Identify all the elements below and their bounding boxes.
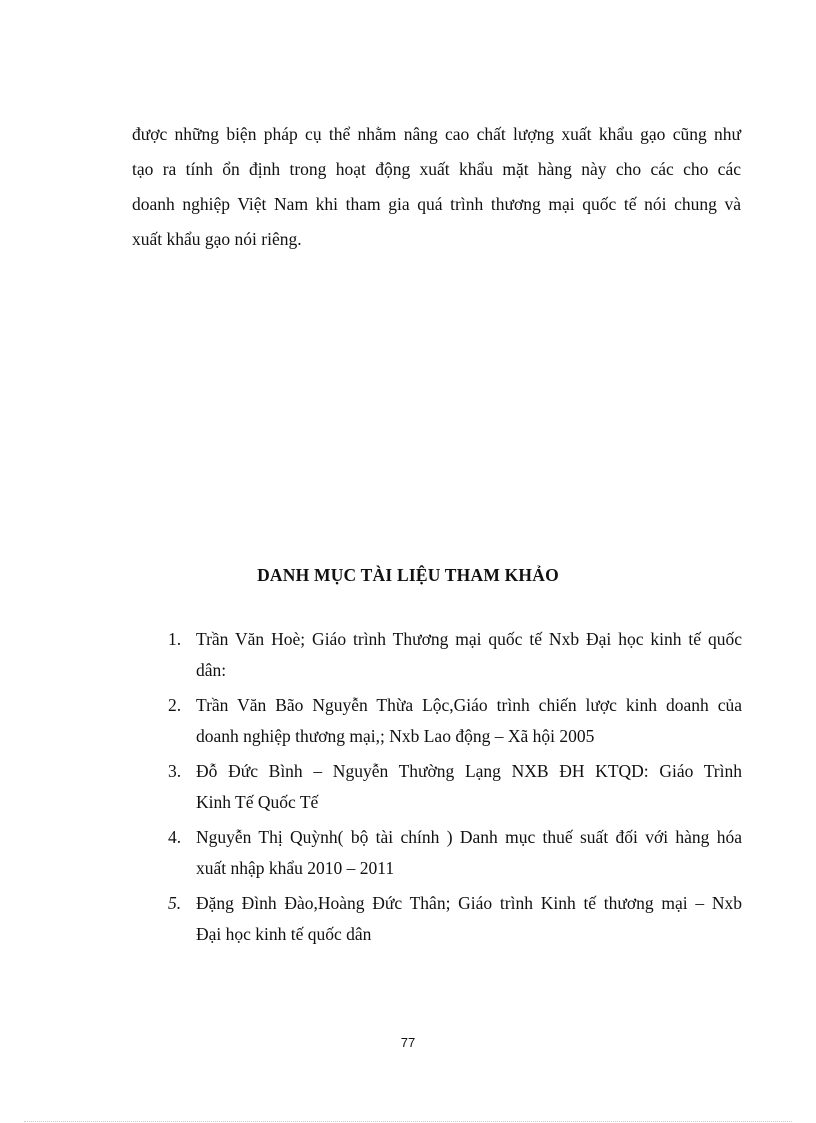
reference-line: Nguyễn Thị Quỳnh( bộ tài chính ) Danh mục thuế suất đối với hàng hóa xyxy=(196,827,742,847)
reference-number: 4. xyxy=(168,827,182,847)
paragraph-line: được những biện pháp cụ thể nhằm nâng cao chất lượng xuất khẩu gạo cũng như xyxy=(132,124,741,144)
paragraph-line: xuất khẩu gạo nói riêng. xyxy=(132,229,302,249)
paragraph-line: doanh nghiệp Việt Nam khi tham gia quá trình thương mại quốc tế nói chung và xyxy=(132,194,741,214)
page-bottom-rule xyxy=(24,1121,792,1122)
reference-line: Trần Văn Bão Nguyễn Thừa Lộc,Giáo trình chiến lược kinh doanh của xyxy=(196,695,742,715)
page-number: 77 xyxy=(400,1035,416,1050)
paragraph-line: tạo ra tính ổn định trong hoạt động xuất khẩu mặt hàng này cho các cho các xyxy=(132,159,741,179)
reference-number: 1. xyxy=(168,629,182,649)
reference-number: 3. xyxy=(168,761,182,781)
reference-number: 2. xyxy=(168,695,182,715)
reference-line: dân: xyxy=(196,660,227,680)
reference-line: Đại học kinh tế quốc dân xyxy=(196,924,372,944)
reference-line: Đỗ Đức Bình – Nguyễn Thường Lạng NXB ĐH KTQD: Giáo Trình xyxy=(196,761,742,781)
references-list xyxy=(160,624,742,954)
reference-item xyxy=(160,624,742,686)
reference-line: doanh nghiệp thương mại,; Nxb Lao động – Xã hội 2005 xyxy=(196,726,595,746)
body-paragraph xyxy=(132,117,741,257)
reference-item xyxy=(160,690,742,752)
reference-line: Kinh Tế Quốc Tế xyxy=(196,792,319,812)
reference-line: Đặng Đình Đào,Hoàng Đức Thân; Giáo trình Kinh tế thương mại – Nxb xyxy=(196,893,742,913)
reference-item xyxy=(160,822,742,884)
reference-item xyxy=(160,888,742,950)
references-heading: DANH MỤC TÀI LIỆU THAM KHẢO xyxy=(257,565,559,585)
reference-number: 5. xyxy=(168,893,182,913)
reference-line: Trần Văn Hoè; Giáo trình Thương mại quốc tế Nxb Đại học kinh tế quốc xyxy=(196,629,742,649)
reference-item xyxy=(160,756,742,818)
reference-line: xuất nhập khẩu 2010 – 2011 xyxy=(196,858,395,878)
